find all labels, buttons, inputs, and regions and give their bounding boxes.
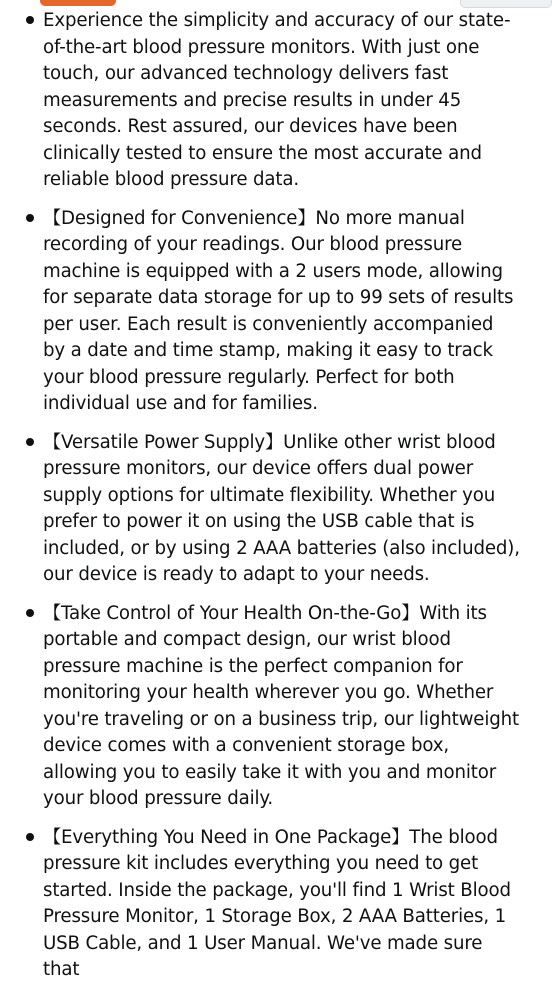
bullet-text: Experience the simplicity and accuracy of our state-of-the-art blood pressure monitors. With just one touch, our advanced technology delivers fast measurements and precise results in under 45 seconds. Rest assured, our devices have been clinically tested to ensure the most accurate and reliable blood pressure data. <box>43 10 511 190</box>
bullet-item <box>0 825 540 984</box>
bullet-dot-icon <box>26 833 34 841</box>
top-strip <box>0 0 540 8</box>
bullet-dot-icon <box>26 214 34 222</box>
bullet-heading: 【Take Control of Your Health On-the-Go】 <box>43 602 420 624</box>
bullet-text: The blood pressure kit includes everything you need to get started. Inside the package, you'll find 1 Wrist Blood Pressure Monitor, 1 Storage Box, 2 AAA Batteries, 1 USB Cable, and 1 User Manual. We've made sure that <box>43 826 511 980</box>
grey-button-tab[interactable] <box>460 0 552 8</box>
bullet-item <box>0 430 540 589</box>
bullet-text: Unlike other wrist blood pressure monitors, our device offers dual power supply options for ultimate flexibility. Whether you prefer to power it on using the USB cable that is included, or by using 2 AAA batteries (also included), our device is ready to adapt to your needs. <box>43 431 520 585</box>
bullet-heading: 【Versatile Power Supply】 <box>43 431 284 453</box>
bullet-item <box>0 601 540 813</box>
bullet-text: No more manual recording of your readings. Our blood pressure machine is equipped with a 2 users mode, allowing for separate data storage for up to 99 sets of results per user. Each result is conveniently accompanied by a date and time stamp, making it easy to track your blood pressure regularly. Perfect for both individual use and for families. <box>43 207 514 414</box>
bullet-heading: 【Designed for Convenience】 <box>43 207 316 229</box>
bullet-item <box>0 8 540 194</box>
bullet-dot-icon <box>26 438 34 446</box>
bullet-dot-icon <box>26 16 34 24</box>
bullet-heading: 【Everything You Need in One Package】 <box>43 826 410 848</box>
bullet-item <box>0 206 540 418</box>
bullet-text: With its portable and compact design, our wrist blood pressure machine is the perfect companion for monitoring your health wherever you go. Whether you're traveling or on a business trip, our lightweight device comes with a convenient storage box, allowing you to easily take it with you and monitor your blood pressure daily. <box>43 602 519 809</box>
orange-badge-tab <box>40 0 116 6</box>
bullet-dot-icon <box>26 609 34 617</box>
